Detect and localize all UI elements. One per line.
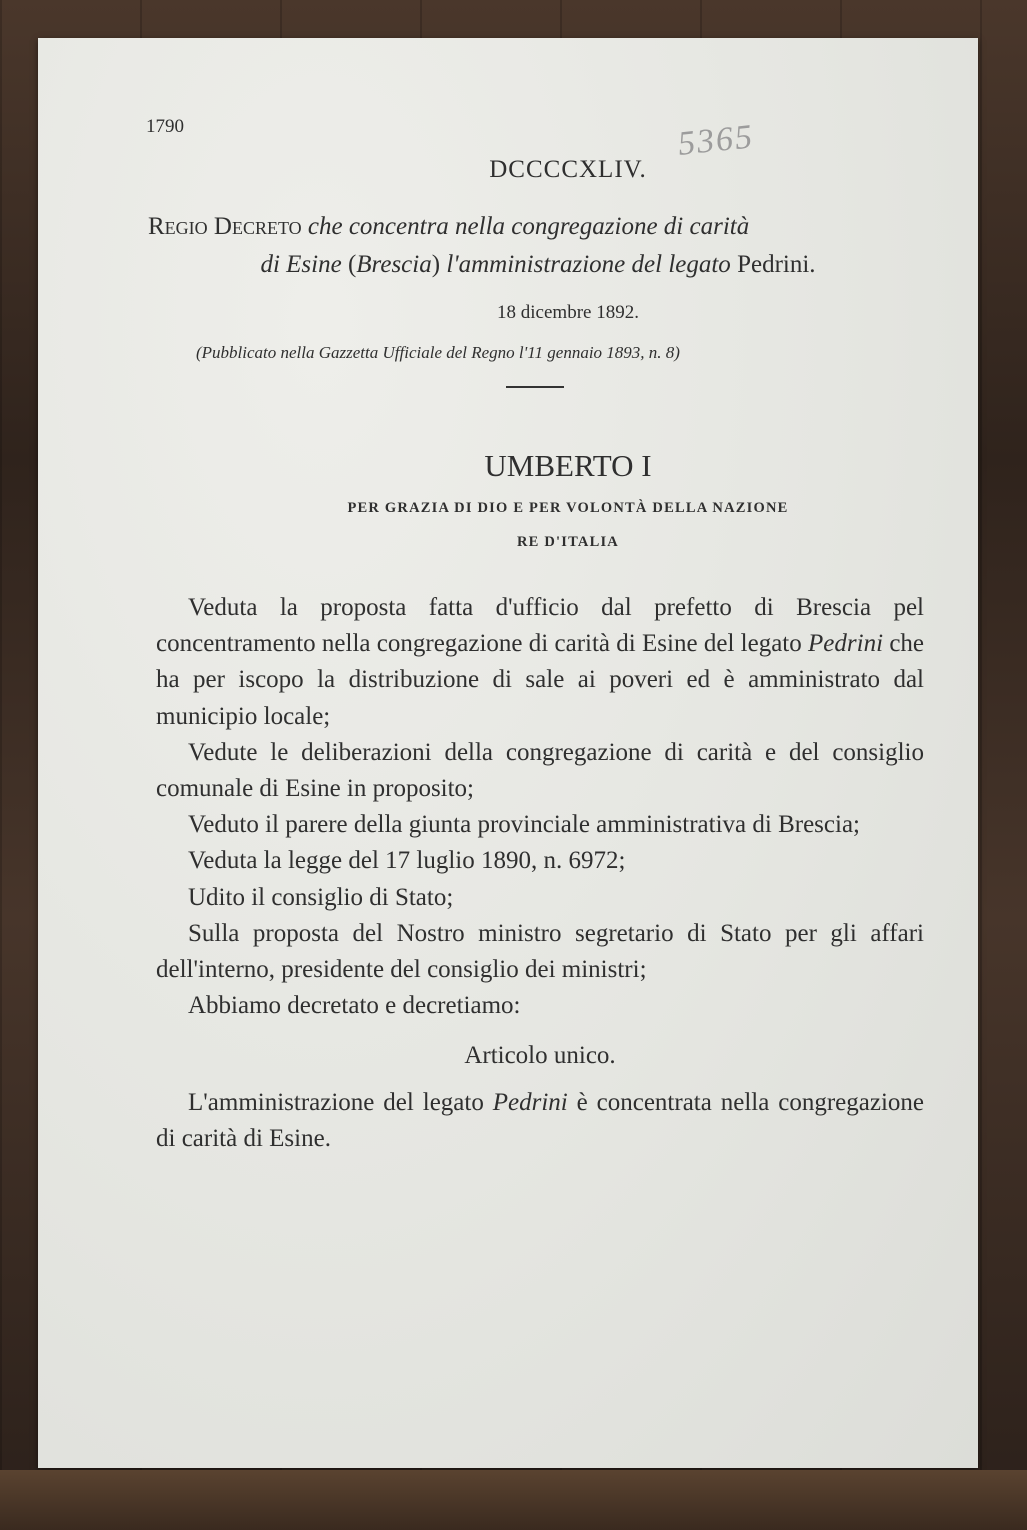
paragraph: Abbiamo decretato e decretiamo: — [188, 992, 521, 1020]
decree-number: DCCCCXLIV. — [489, 156, 647, 183]
decree-date: 18 dicembre 1892. — [497, 302, 639, 323]
paragraph-text: che ha per iscopo la distribuzione di sale ai poveri ed è amministrato dal municipio locale; — [156, 630, 925, 730]
re-line: RE D'ITALIA — [517, 534, 619, 550]
title-text-2: di Esine — [260, 251, 342, 278]
paragraph-name: Pedrini — [492, 1088, 568, 1116]
paragraph — [156, 590, 924, 735]
title-name: Pedrini. — [737, 251, 816, 278]
paragraph — [156, 1085, 924, 1157]
publication-note: (Pubblicato nella Gazzetta Ufficiale del Regno l'11 gennaio 1893, n. 8) — [196, 343, 680, 362]
paragraph: Sulla proposta del Nostro ministro segretario di Stato per gli affari dell'interno, presidente del consiglio dei ministri; — [156, 919, 924, 984]
paragraph-text: Veduta la proposta fatta d'ufficio dal prefetto di Brescia pel concentramento nella congregazione di carità di Esine del legato — [156, 594, 924, 658]
title-lead: Regio Decreto — [148, 213, 302, 240]
page-number: 1790 — [146, 116, 184, 137]
title-paren-open: ( — [347, 251, 357, 278]
paragraph: Veduto il parere della giunta provinciale amministrativa di Brescia; — [188, 811, 860, 839]
divider — [506, 386, 564, 388]
paragraph: Udito il consiglio di Stato; — [188, 883, 454, 911]
article-heading: Articolo unico. — [464, 1042, 616, 1070]
handwritten-note: 5365 — [676, 118, 756, 163]
paragraph-text: L'amministrazione del legato — [188, 1088, 484, 1116]
decree-body — [156, 590, 924, 1157]
grace-line: PER GRAZIA DI DIO E PER VOLONTÀ DELLA NAZIONE — [347, 500, 789, 516]
paragraph: Vedute le deliberazioni della congregazione di carità e del consiglio comunale di Esine in proposito; — [156, 738, 924, 803]
paragraph-name: Pedrini — [808, 630, 884, 658]
wood-surface — [0, 1470, 1027, 1530]
paragraph-text: è concentrata nella congregazione di carità di Esine. — [156, 1088, 924, 1152]
title-text-3: l'amministrazione del legato — [446, 251, 731, 278]
paragraph: Veduta la legge del 17 luglio 1890, n. 6972; — [188, 847, 626, 875]
title-text-1: che concentra nella congregazione di carità — [307, 213, 750, 240]
decree-title — [148, 208, 928, 284]
document-page — [38, 38, 978, 1468]
title-paren-close: ) — [431, 251, 441, 278]
king-name: UMBERTO I — [484, 448, 652, 483]
title-place: Brescia — [356, 251, 432, 278]
